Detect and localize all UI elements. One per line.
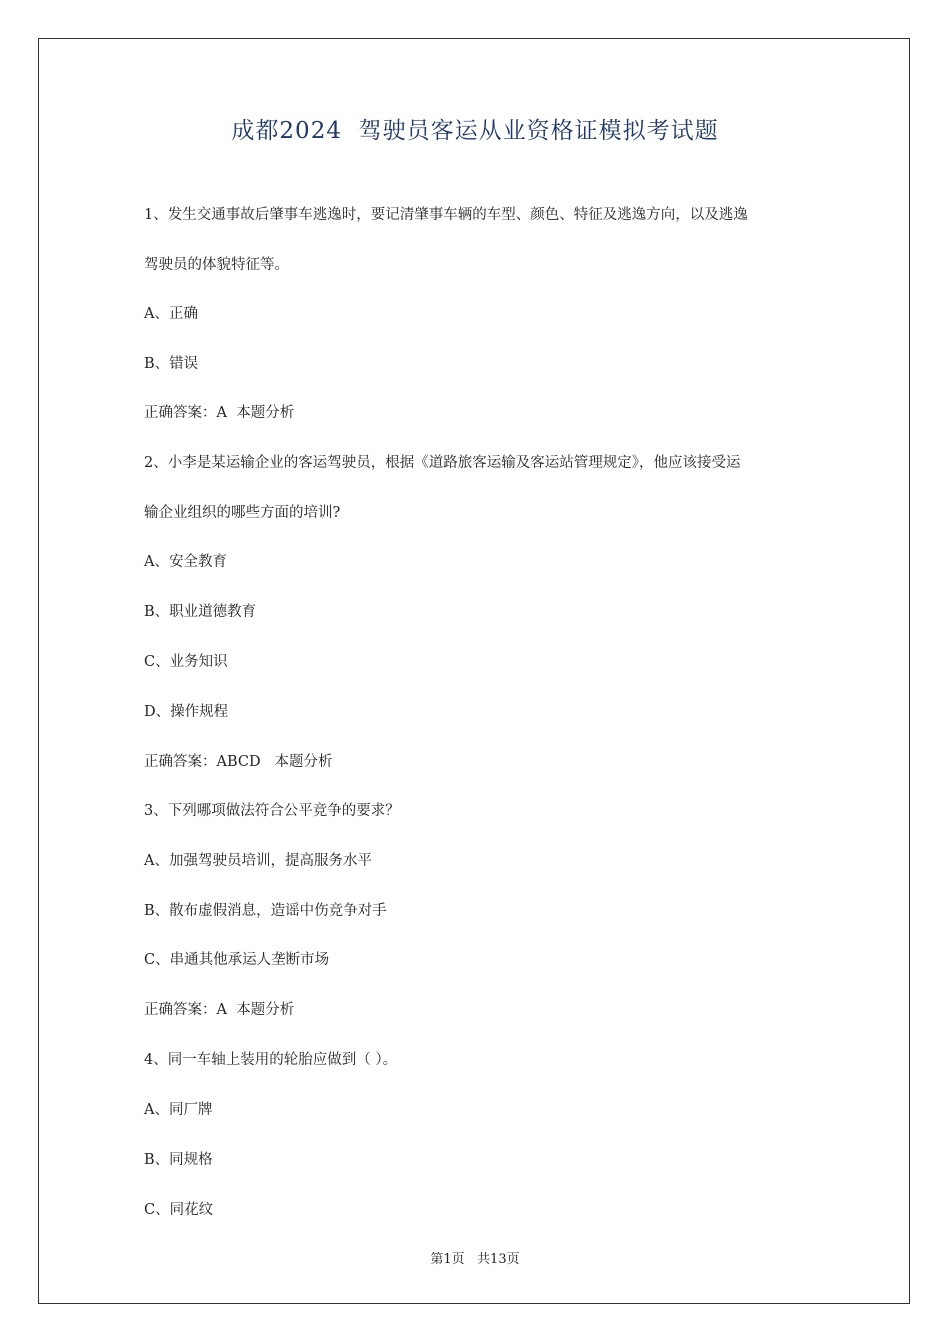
question-3-option-c: C、串通其他承运人垄断市场: [144, 952, 330, 968]
page-footer: [0, 1248, 950, 1267]
question-2-option-c: C、业务知识: [144, 654, 228, 670]
question-1-text-line-2: 驾驶员的体貌特征等。: [144, 257, 289, 273]
question-1-option-a: A、正确: [144, 306, 198, 322]
question-2-option-a: A、安全教育: [144, 554, 227, 570]
question-2-text-line-2: 输企业组织的哪些方面的培训?: [144, 505, 341, 521]
question-1-text-line-1: 1、发生交通事故后肇事车逃逸时，要记清肇事车辆的车型、颜色、特征及逃逸方向，以及逃逸: [144, 207, 748, 223]
question-3-option-b: B、散布虚假消息，造谣中伤竞争对手: [144, 903, 387, 919]
question-4-option-a: A、同厂牌: [144, 1102, 213, 1118]
page-number-label: 第1页 共13页: [430, 1252, 520, 1267]
question-1-option-b: B、错误: [144, 356, 199, 372]
question-2-answer: 正确答案：ABCD 本题分析: [144, 754, 333, 770]
question-1-answer: 正确答案：A 本题分析: [144, 405, 295, 421]
question-4-text: 4、同一车轴上装用的轮胎应做到（ ）。: [144, 1052, 398, 1068]
question-4-option-c: C、同花纹: [144, 1202, 214, 1218]
question-3-option-a: A、加强驾驶员培训，提高服务水平: [144, 853, 372, 869]
question-4-option-b: B、同规格: [144, 1152, 213, 1168]
question-2-text-line-1: 2、小李是某运输企业的客运驾驶员，根据《道路旅客运输及客运站管理规定》，他应该接受运: [144, 455, 741, 471]
question-2-option-d: D、操作规程: [144, 704, 229, 720]
question-3-answer: 正确答案：A 本题分析: [144, 1002, 295, 1018]
question-3-text: 3、下列哪项做法符合公平竞争的要求？: [144, 803, 400, 819]
document-title: 成都2024 驾驶员客运从业资格证模拟考试题: [231, 118, 719, 144]
question-2-option-b: B、职业道德教育: [144, 604, 257, 620]
